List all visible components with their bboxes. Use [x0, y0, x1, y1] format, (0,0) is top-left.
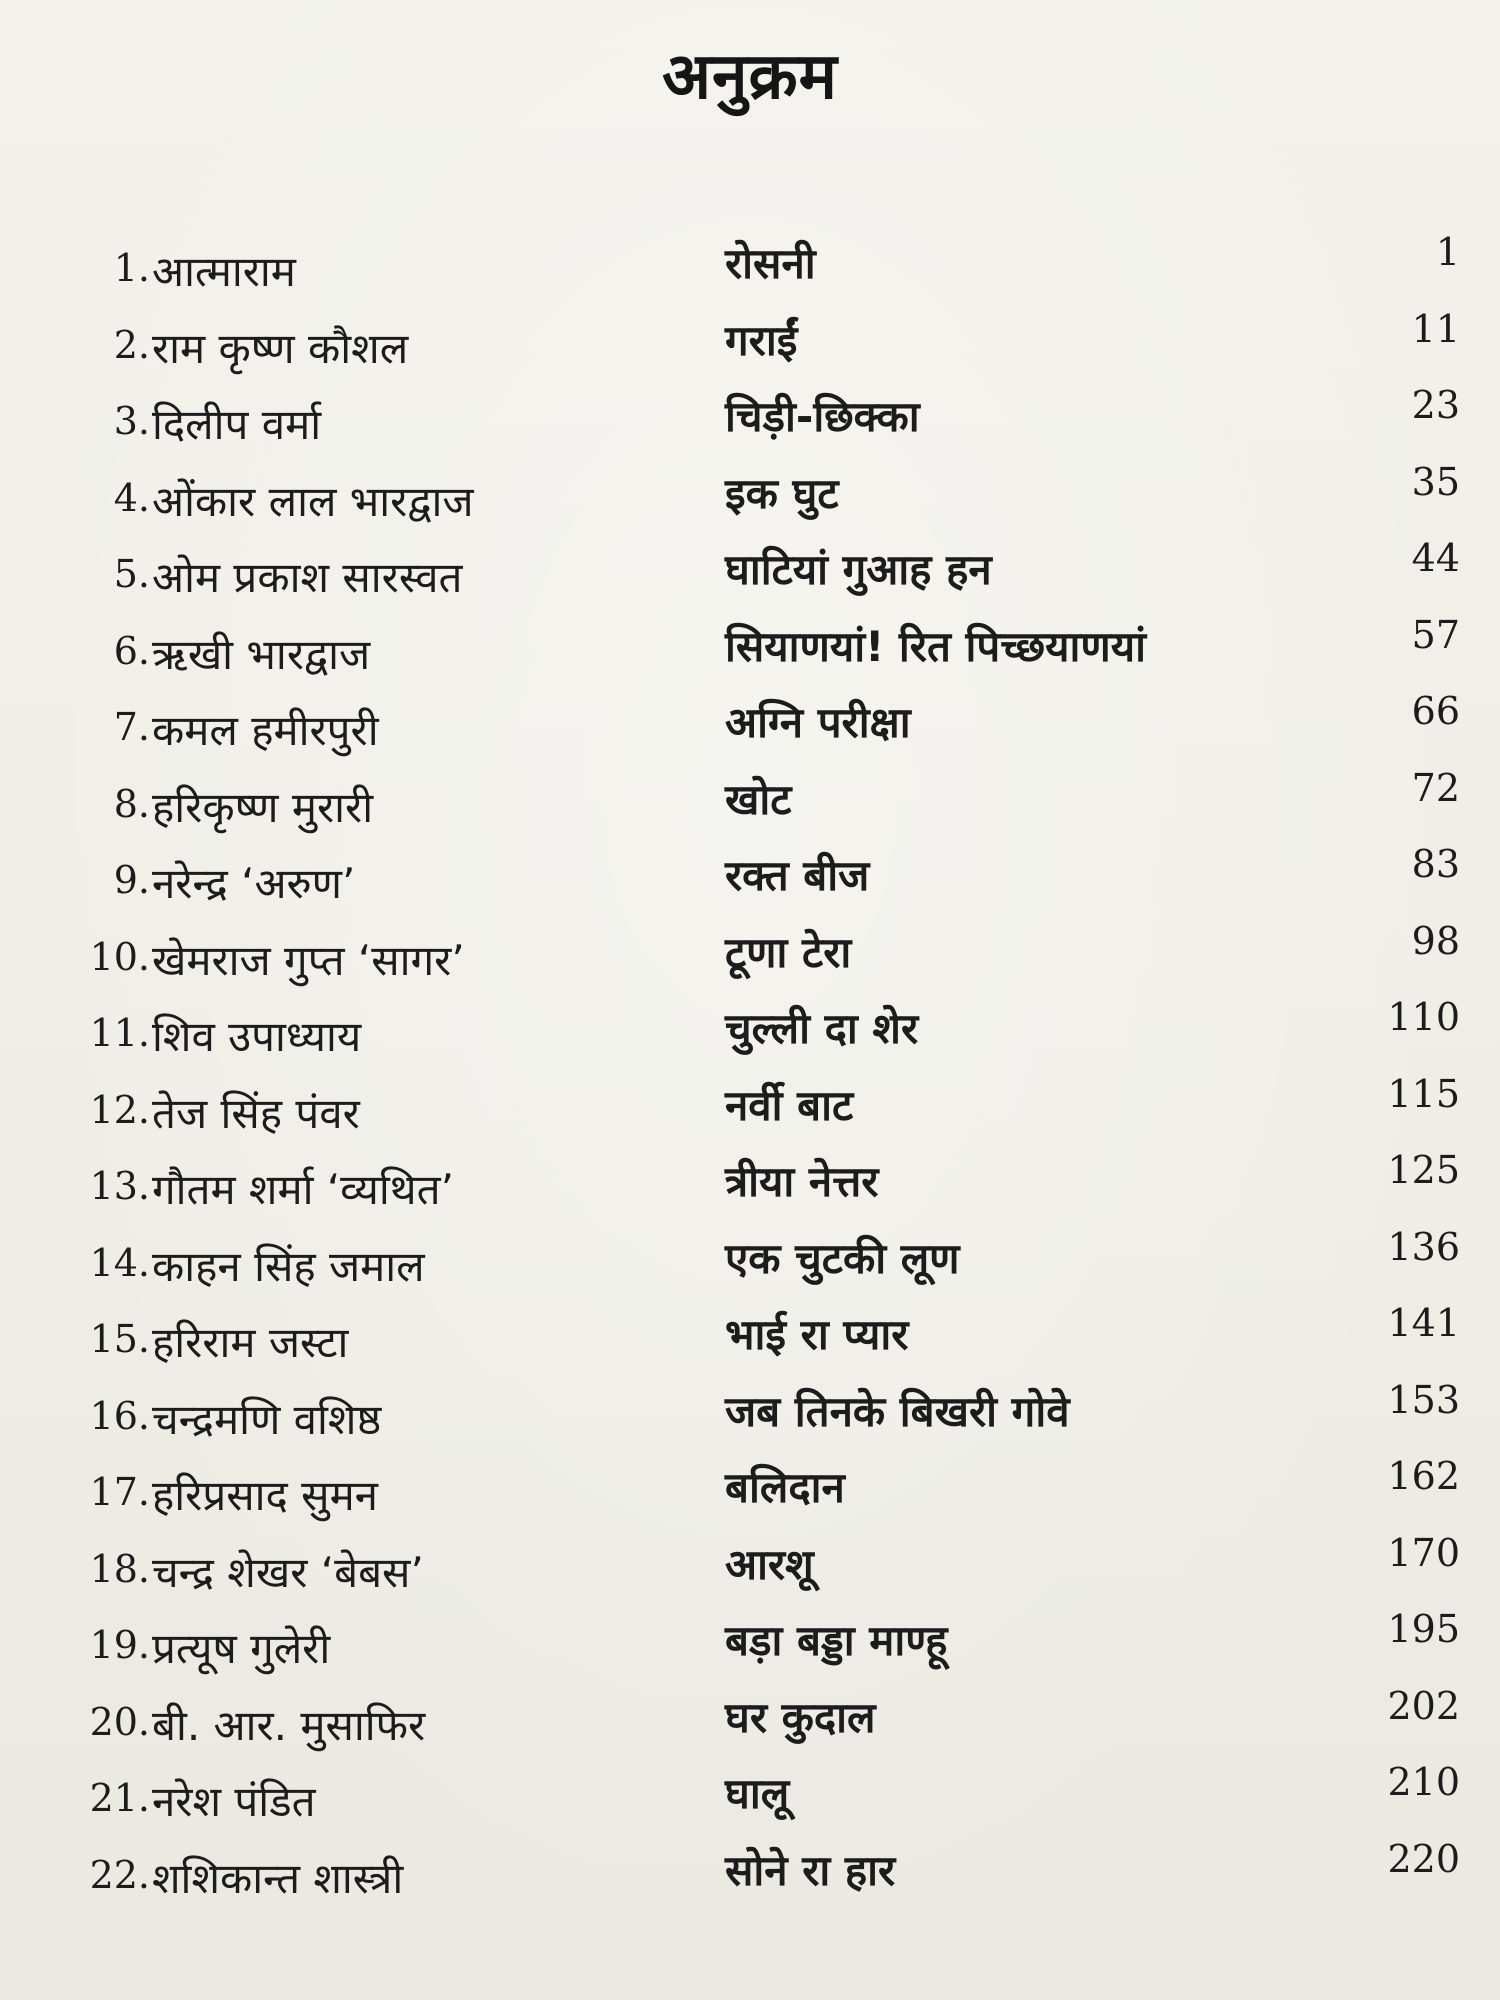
- entry-number: 7.: [113, 705, 150, 749]
- entry-story-title: खोट: [725, 774, 792, 824]
- entry-author: प्रत्यूष गुलेरी: [152, 1624, 331, 1673]
- toc-entry: [60, 1301, 1460, 1390]
- entry-page-number: 202: [1387, 1683, 1460, 1728]
- entry-story-title: सोने रा हार: [725, 1845, 896, 1895]
- entry-number: 22.: [89, 1852, 150, 1897]
- toc-entry: [60, 995, 1460, 1084]
- entry-page-number: 141: [1387, 1301, 1460, 1345]
- entry-page-number: 1: [1435, 230, 1460, 274]
- entry-author: गौतम शर्मा ‘व्यथित’: [152, 1165, 454, 1214]
- entry-story-title: इक घुट: [725, 468, 839, 518]
- toc-entry: [60, 1377, 1460, 1467]
- entry-author: राम कृष्ण कौशल: [152, 323, 409, 373]
- entry-story-title: जब तिनके बिखरी गोवे: [725, 1386, 1070, 1436]
- entry-page-number: 35: [1411, 459, 1460, 504]
- entry-number: 21.: [89, 1776, 150, 1820]
- toc-entry: [60, 765, 1460, 855]
- entry-page-number: 11: [1411, 306, 1460, 351]
- entry-number: 11.: [89, 1011, 150, 1055]
- entry-story-title: रक्त बीज: [725, 851, 870, 900]
- toc-entry: [60, 1071, 1460, 1161]
- toc-entry: [60, 306, 1460, 396]
- entry-number: 5.: [113, 552, 150, 596]
- toc-entry: [60, 383, 1460, 472]
- entry-story-title: सियाणयां! रित पिच्छयाणयां: [725, 621, 1146, 671]
- entry-page-number: 220: [1387, 1836, 1460, 1881]
- entry-story-title: नर्वी बाट: [725, 1080, 854, 1130]
- entry-number: 8.: [113, 781, 150, 826]
- entry-story-title: आरशू: [725, 1539, 814, 1589]
- entry-page-number: 110: [1387, 995, 1460, 1039]
- entry-author: नरेश पंडित: [152, 1777, 316, 1826]
- entry-number: 12.: [89, 1087, 150, 1132]
- entry-page-number: 66: [1411, 689, 1460, 733]
- entry-number: 4.: [113, 475, 150, 520]
- entry-page-number: 210: [1387, 1760, 1460, 1804]
- entry-author: हरिराम जस्टा: [152, 1318, 349, 1367]
- entry-page-number: 83: [1411, 842, 1460, 886]
- entry-number: 13.: [89, 1164, 150, 1208]
- entry-number: 3.: [113, 399, 150, 443]
- entry-author: नरेन्द्र ‘अरुण’: [152, 859, 356, 908]
- entry-story-title: बड़ा बड्डा माण्हू: [725, 1616, 948, 1665]
- entry-story-title: चुल्ली दा शेर: [725, 1004, 919, 1053]
- entry-author: दिलीप वर्मा: [152, 400, 322, 449]
- table-of-contents: [60, 230, 1460, 1925]
- entry-page-number: 44: [1411, 536, 1460, 580]
- toc-entry: [60, 918, 1460, 1008]
- toc-entry: [60, 1454, 1460, 1543]
- entry-story-title: रोसनी: [725, 239, 816, 288]
- entry-page-number: 162: [1387, 1454, 1460, 1498]
- entry-story-title: त्रीया नेत्तर: [725, 1157, 879, 1206]
- entry-number: 9.: [113, 858, 150, 902]
- entry-story-title: एक चुटकी लूण: [725, 1233, 960, 1283]
- entry-number: 15.: [89, 1317, 150, 1361]
- entry-number: 17.: [89, 1470, 150, 1514]
- toc-entry: [60, 1836, 1460, 1926]
- entry-story-title: भाई रा प्यार: [725, 1310, 909, 1359]
- entry-number: 19.: [89, 1623, 150, 1667]
- entry-author: ओम प्रकाश सारस्वत: [152, 553, 463, 602]
- toc-entry: [60, 689, 1460, 778]
- toc-entry: [60, 612, 1460, 702]
- toc-entry: [60, 536, 1460, 625]
- entry-page-number: 195: [1387, 1607, 1460, 1651]
- entry-page-number: 136: [1387, 1224, 1460, 1269]
- entry-number: 2.: [113, 322, 150, 367]
- entry-story-title: चिड़ी-छिक्का: [725, 392, 920, 441]
- entry-author: शिव उपाध्याय: [152, 1012, 362, 1061]
- toc-entry: [60, 1530, 1460, 1620]
- entry-number: 16.: [89, 1393, 150, 1438]
- entry-number: 20.: [89, 1699, 150, 1744]
- toc-entry: [60, 1607, 1460, 1696]
- entry-number: 6.: [113, 628, 150, 673]
- toc-entry: [60, 1148, 1460, 1237]
- entry-page-number: 98: [1411, 918, 1460, 963]
- entry-number: 1.: [113, 246, 150, 290]
- toc-entry: [60, 230, 1460, 319]
- entry-page-number: 72: [1411, 765, 1460, 810]
- toc-entry: [60, 459, 1460, 549]
- entry-story-title: अग्नि परीक्षा: [725, 698, 911, 747]
- entry-author: चन्द्र शेखर ‘बेबस’: [152, 1547, 424, 1597]
- entry-story-title: गराईं: [725, 315, 798, 365]
- entry-author: काहन सिंह जमाल: [152, 1241, 425, 1291]
- entry-number: 14.: [89, 1240, 150, 1285]
- entry-page-number: 125: [1387, 1148, 1460, 1192]
- entry-story-title: बलिदान: [725, 1463, 845, 1512]
- entry-author: कमल हमीरपुरी: [152, 706, 379, 755]
- entry-page-number: 170: [1387, 1530, 1460, 1575]
- entry-story-title: टूणा टेरा: [725, 927, 852, 977]
- entry-story-title: घालू: [725, 1769, 790, 1818]
- entry-page-number: 153: [1387, 1377, 1460, 1422]
- entry-number: 10.: [89, 934, 150, 979]
- entry-number: 18.: [89, 1546, 150, 1591]
- entry-page-number: 23: [1411, 383, 1460, 427]
- entry-author: तेज सिंह पंवर: [152, 1088, 360, 1138]
- entry-author: शशिकान्त शास्त्री: [152, 1853, 404, 1903]
- toc-entry: [60, 1224, 1460, 1314]
- entry-author: हरिप्रसाद सुमन: [152, 1471, 378, 1520]
- entry-page-number: 57: [1411, 612, 1460, 657]
- entry-story-title: घाटियां गुआह हन: [725, 545, 992, 594]
- entry-author: आत्माराम: [152, 247, 296, 296]
- entry-author: ऋखी भारद्वाज: [152, 629, 371, 679]
- entry-author: चन्द्रमणि वशिष्ठ: [152, 1394, 382, 1444]
- entry-author: बी. आर. मुसाफिर: [152, 1700, 426, 1750]
- entry-author: हरिकृष्ण मुरारी: [152, 782, 374, 832]
- toc-entry: [60, 1683, 1460, 1773]
- toc-entry: [60, 842, 1460, 931]
- entry-author: ओंकार लाल भारद्वाज: [152, 476, 474, 526]
- entry-story-title: घर कुदाल: [725, 1692, 876, 1742]
- page-title: अनुक्रम: [662, 39, 838, 114]
- toc-entry: [60, 1760, 1460, 1849]
- entry-author: खेमराज गुप्त ‘सागर’: [152, 935, 465, 985]
- entry-page-number: 115: [1387, 1071, 1460, 1116]
